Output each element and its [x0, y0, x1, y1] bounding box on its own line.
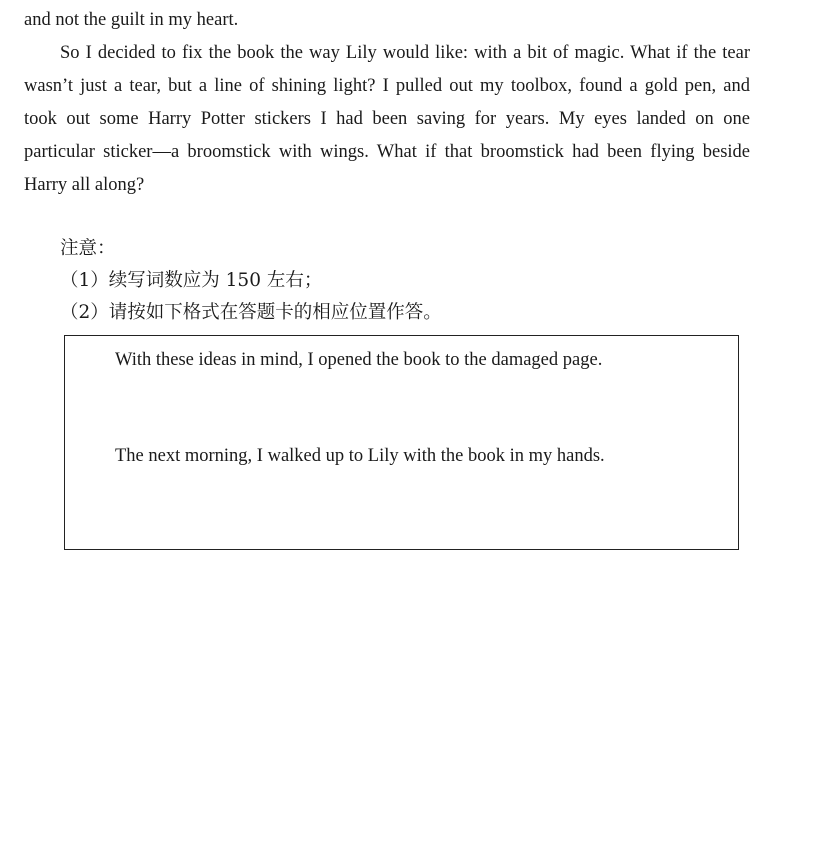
passage-line-6: Harry all along?: [24, 175, 145, 195]
passage-line-2: So I decided to fix the book the way Lily would like: with a bit of magic. What if the tear: [60, 43, 750, 63]
answer-format-box: [64, 335, 739, 550]
passage-line-5: particular sticker—a broomstick with wings. What if that broomstick had been flying beside: [24, 142, 750, 162]
paragraph-1-opening: With these ideas in mind, I opened the book to the damaged page.: [115, 350, 603, 370]
paragraph-2-opening: The next morning, I walked up to Lily with the book in my hands.: [115, 446, 605, 466]
note-item-2: （2）请按如下格式在答题卡的相应位置作答。: [60, 302, 442, 323]
note-item-1: （1）续写词数应为 150 左右；: [60, 270, 323, 291]
passage-line-3: wasn’t just a tear, but a line of shining light? I pulled out my toolbox, found a gold pen, and: [24, 76, 750, 96]
passage-line-4: took out some Harry Potter stickers I had been saving for years. My eyes landed on one: [24, 109, 750, 129]
passage-line-1: and not the guilt in my heart.: [24, 10, 239, 30]
notes-title: 注意：: [60, 238, 116, 259]
